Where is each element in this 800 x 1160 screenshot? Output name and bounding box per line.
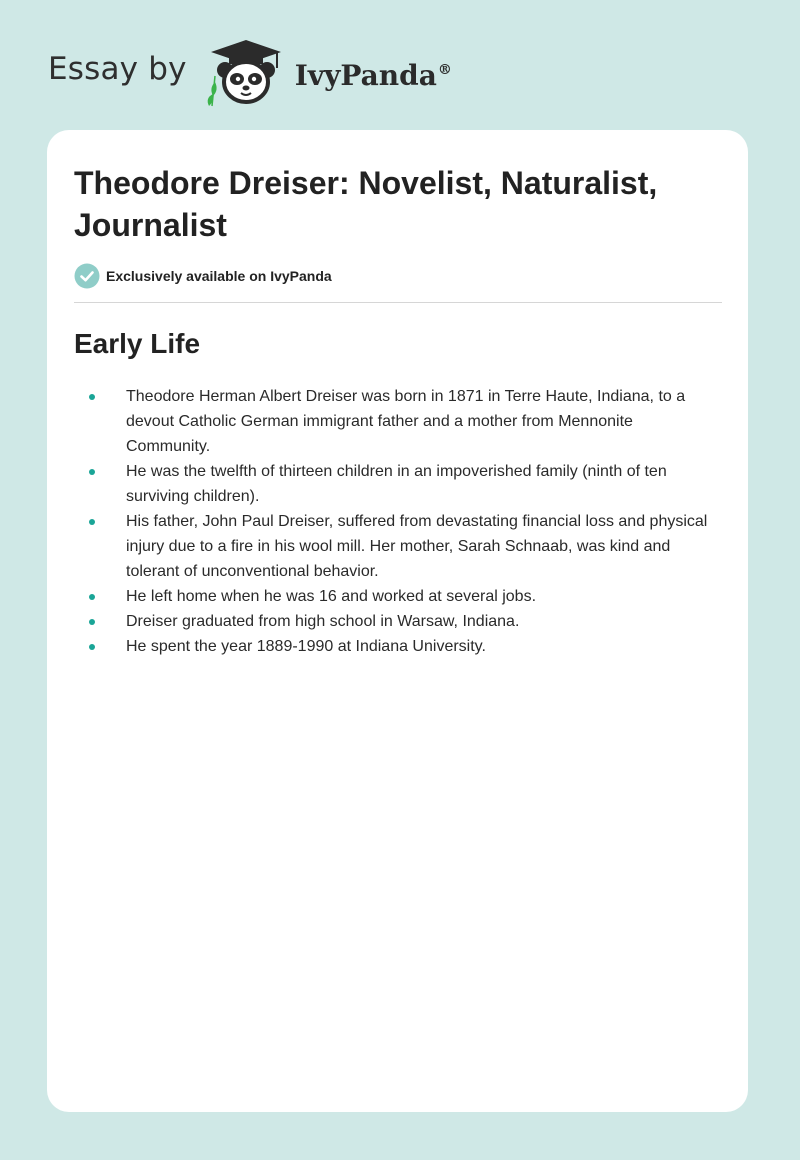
exclusive-badge — [74, 263, 332, 289]
essay-card — [47, 130, 748, 1112]
brand-name: IvyPanda® — [294, 58, 452, 92]
list-item: He was the twelfth of thirteen children in an impoverished family (ninth of ten surviving children). — [87, 459, 717, 509]
brand-prefix: Essay by — [48, 51, 187, 87]
check-circle-icon — [74, 263, 100, 289]
brand-header — [48, 36, 452, 108]
list-item: He spent the year 1889-1990 at Indiana University. — [87, 634, 717, 659]
list-item: He left home when he was 16 and worked at several jobs. — [87, 584, 717, 609]
list-item: His father, John Paul Dreiser, suffered from devastating financial loss and physical injury due to a fire in his wool mill. Her mother, Sarah Schnaab, was kind and tolerant of unconventional behavior. — [87, 509, 717, 584]
panda-logo-icon — [201, 36, 291, 108]
list-item: Dreiser graduated from high school in Warsaw, Indiana. — [87, 609, 717, 634]
badge-label: Exclusively available on IvyPanda — [106, 268, 332, 284]
essay-title: Theodore Dreiser: Novelist, Naturalist, Journalist — [74, 165, 658, 243]
section-heading: Early Life — [74, 328, 201, 359]
bullet-list — [87, 384, 717, 659]
list-item: Theodore Herman Albert Dreiser was born in 1871 in Terre Haute, Indiana, to a devout Catholic German immigrant father and a mother from Mennonite Community. — [87, 384, 717, 459]
registered-mark: ® — [437, 62, 452, 79]
divider — [74, 302, 722, 303]
